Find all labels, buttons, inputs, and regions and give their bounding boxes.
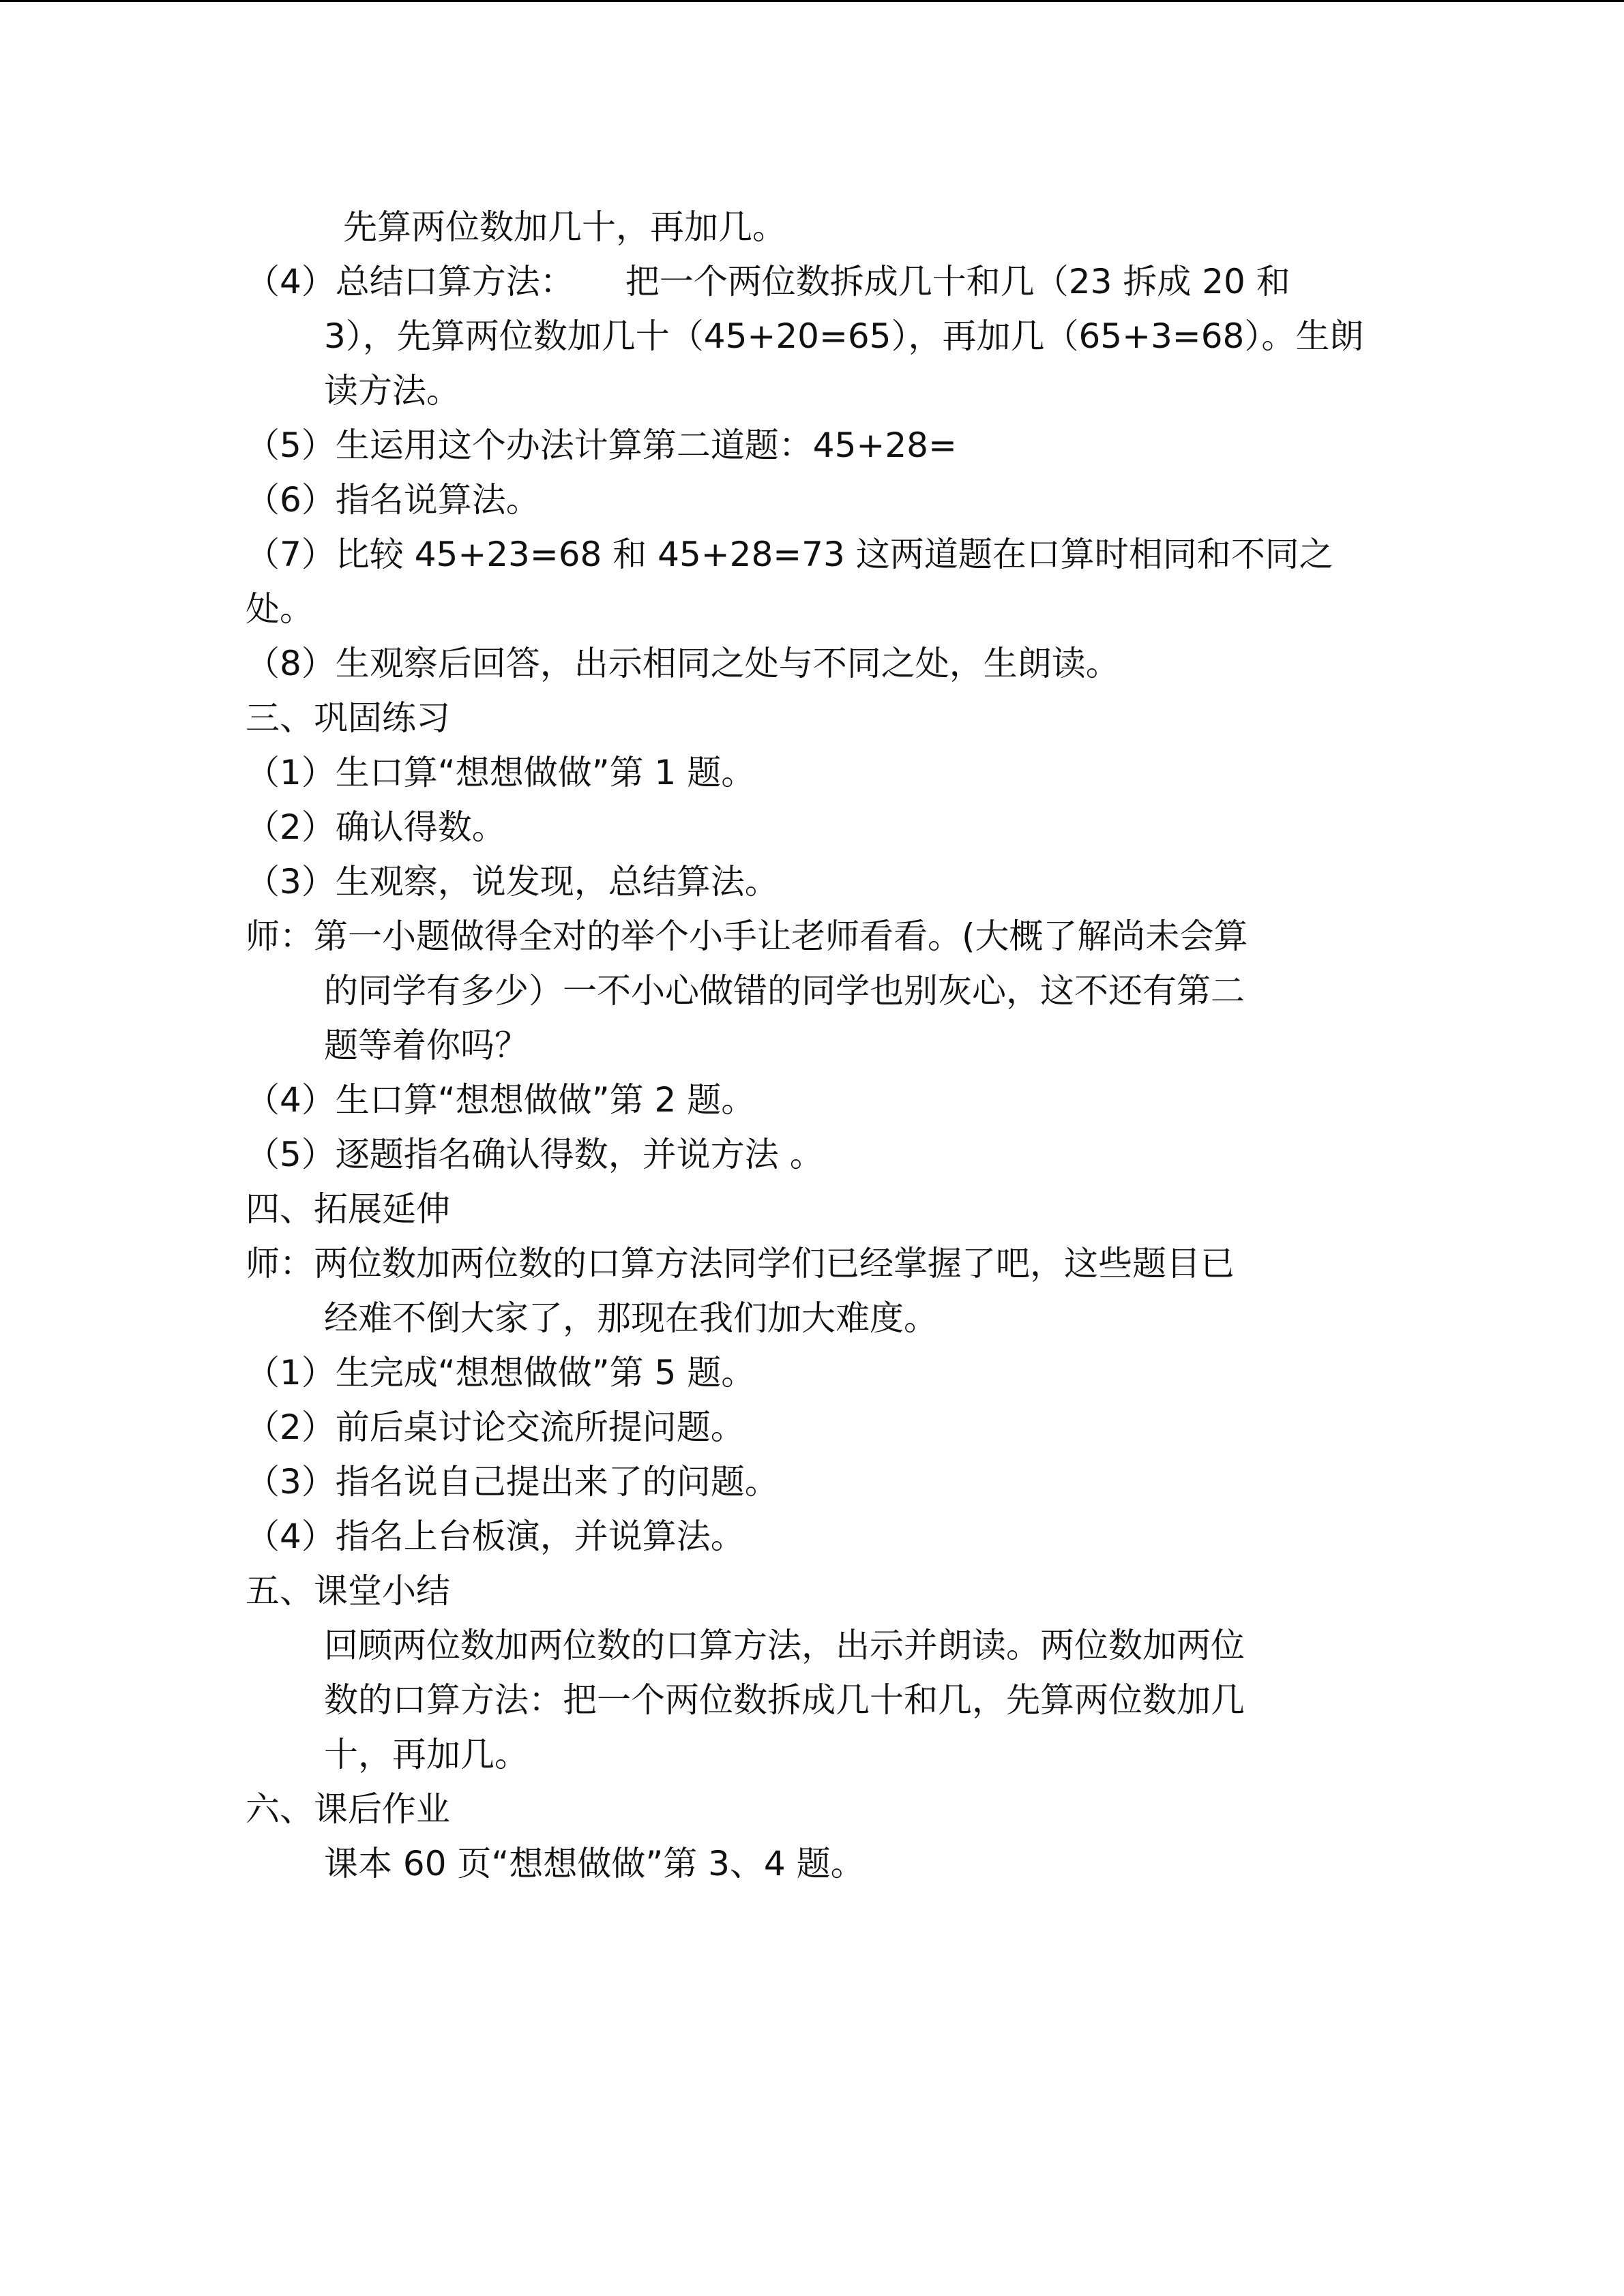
text-line: （6）指名说算法。 [246,480,540,520]
text-line: （4）生口算“想想做做”第 2 题。 [246,1080,756,1120]
text-line: 数的口算方法：把一个两位数拆成几十和几，先算两位数加几 [324,1680,1245,1720]
text-line: （3）指名说自己提出来了的问题。 [246,1462,779,1502]
text-line: 师：两位数加两位数的口算方法同学们已经掌握了吧，这些题目已 [246,1244,1235,1283]
text-line: （4）总结口算方法： 把一个两位数拆成几十和几（23 拆成 20 和 [246,262,1290,301]
text-line: （2）前后桌讨论交流所提问题。 [246,1407,745,1447]
section-heading: 三、巩固练习 [246,698,450,738]
text-line: （1）生完成“想想做做”第 5 题。 [246,1353,756,1392]
text-line: 经难不倒大家了，那现在我们加大难度。 [324,1298,938,1338]
text-line: （5）生运用这个办法计算第二道题：45+28= [246,426,957,465]
text-line: （1）生口算“想想做做”第 1 题。 [246,753,756,792]
text-line: 的同学有多少）一不小心做错的同学也别灰心，这不还有第二 [324,971,1245,1011]
text-line: 题等着你吗？ [324,1026,529,1065]
text-line: 处。 [246,589,314,629]
text-line: （5）逐题指名确认得数，并说方法 。 [246,1135,824,1174]
text-line: 先算两位数加几十，再加几。 [343,207,786,247]
text-line: 课本 60 页“想想做做”第 3、4 题。 [324,1844,865,1883]
section-heading: 六、课后作业 [246,1789,450,1829]
text-line: （4）指名上台板演，并说算法。 [246,1517,745,1556]
text-line: 读方法。 [324,371,460,411]
text-line: 十，再加几。 [324,1735,529,1774]
text-line: 回顾两位数加两位数的口算方法，出示并朗读。两位数加两位 [324,1626,1245,1665]
section-heading: 四、拓展延伸 [246,1189,450,1229]
text-line: （7）比较 45+23=68 和 45+28=73 这两道题在口算时相同和不同之 [246,535,1333,574]
text-line: 师：第一小题做得全对的举个小手让老师看看。(大概了解尚未会算 [246,916,1248,956]
text-line: （3）生观察，说发现，总结算法。 [246,862,779,901]
text-line: （8）生观察后回答，出示相同之处与不同之处，生朗读。 [246,644,1120,683]
text-line: 3），先算两位数加几十（45+20=65），再加几（65+3=68）。生朗 [324,316,1364,356]
text-line: （2）确认得数。 [246,807,506,847]
section-heading: 五、课堂小结 [246,1571,450,1611]
